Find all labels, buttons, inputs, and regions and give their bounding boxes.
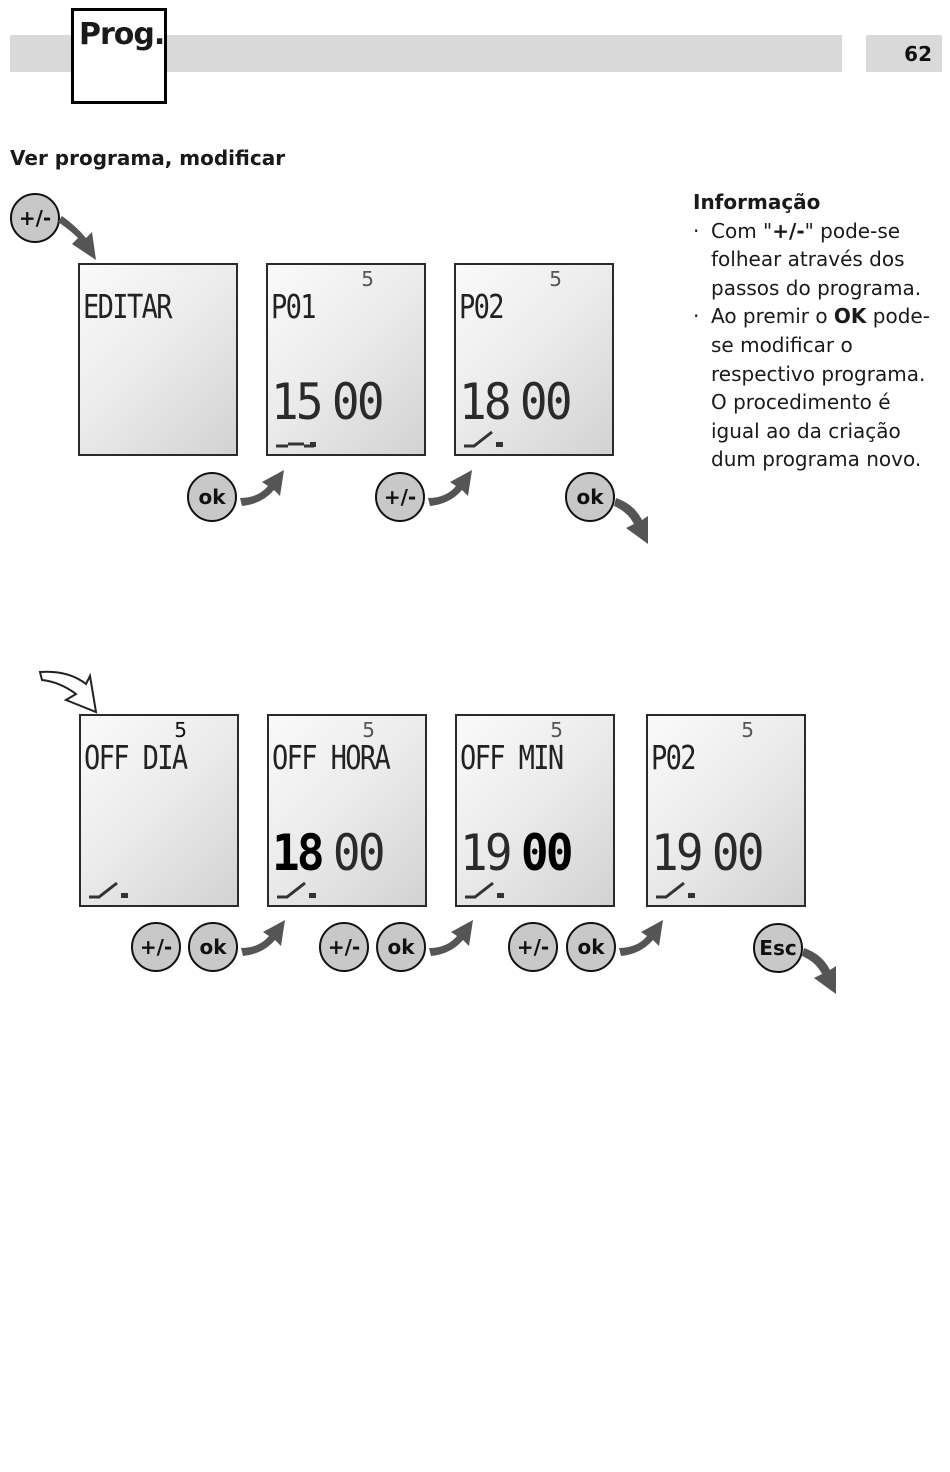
info-item-browse-pre: Com " [711,218,773,243]
lcd-top-text: OFF HORA [272,738,390,777]
arrow-down-right-icon [610,498,655,548]
ok-button[interactable]: ok [188,922,238,972]
switch-on-icon [275,881,317,901]
switch-on-icon [654,881,696,901]
esc-button[interactable]: Esc [753,923,803,973]
lcd-top-text: OFF MIN [460,738,563,777]
info-item-modify-key: OK [833,304,867,329]
lcd-top-text: OFF DIA [84,738,187,777]
lcd-time [271,373,382,431]
switch-on-icon [462,430,504,450]
page-number: 62 [904,42,932,66]
lcd-hours: 19 [651,824,701,882]
switch-off-icon [274,430,316,450]
lcd-screen-p02-final [646,714,806,907]
lcd-hours: 18 [272,824,322,882]
lcd-top-text: P02 [651,738,695,777]
lcd-time [651,824,762,882]
arrow-up-right-icon [237,918,289,958]
lcd-hours: 18 [459,373,509,431]
ok-button[interactable]: ok [376,922,426,972]
lcd-hours: 15 [271,373,321,431]
lcd-screen-p01 [266,263,426,456]
arrow-up-right-icon [236,468,288,508]
prog-tab-label: Prog. [79,17,165,52]
lcd-day: 5 [741,718,754,742]
switch-on-icon [463,881,505,901]
info-item-browse-key: +/- [772,218,805,243]
lcd-minutes: 00 [332,824,383,882]
section-title: Ver programa, modificar [10,146,286,170]
plus-minus-button[interactable]: +/- [375,472,425,522]
prog-tab [71,8,167,104]
arrow-down-right-icon [798,948,843,998]
lcd-screen-off-hora [267,714,427,907]
ok-button[interactable]: ok [566,922,616,972]
lcd-screen-off-dia [79,714,239,907]
arrow-up-right-icon [424,468,476,508]
lcd-day: 5 [174,718,187,742]
info-item-modify-post: pode-se modificar o respectivo programa. [711,304,930,386]
arrow-down-right-icon [52,212,102,267]
lcd-time [460,824,571,882]
lcd-minutes: 00 [520,824,571,882]
plus-minus-button[interactable]: +/- [319,922,369,972]
plus-minus-button[interactable]: +/- [131,922,181,972]
info-item-browse: · Com "+/-" pode-se folhear através dos passos do programa. [693,218,922,300]
lcd-day: 5 [362,718,375,742]
lcd-top-text: P01 [271,287,315,326]
arrow-up-right-icon [615,918,667,958]
lcd-screen-editar [78,263,238,456]
info-item-modify-extra: O procedimento é igual ao da criação dum programa novo. [711,390,922,472]
info-panel [693,188,943,474]
switch-on-icon [87,881,129,901]
lcd-time [272,824,383,882]
lcd-top-text: EDITAR [83,287,171,326]
lcd-day: 5 [549,267,562,291]
lcd-screen-off-min [455,714,615,907]
page-number-box [866,35,942,72]
info-item-modify-pre: Ao premir o [711,304,834,329]
info-item-modify: · Ao premir o OK pode-se modificar o respectivo programa. O procedimento é igual ao da criação dum programa novo. [693,304,930,472]
lcd-screen-p02 [454,263,614,456]
lcd-minutes: 00 [331,373,382,431]
arrow-up-right-icon [425,918,477,958]
info-title: Informação [693,190,821,214]
lcd-minutes: 00 [519,373,570,431]
plus-minus-button[interactable]: +/- [508,922,558,972]
ok-button[interactable]: ok [565,472,615,522]
hollow-arrow-icon [38,664,100,716]
lcd-time [459,373,570,431]
info-item-browse-post: " pode-se folhear através dos passos do programa. [711,218,922,300]
plus-minus-button[interactable]: +/- [10,193,60,243]
ok-button[interactable]: ok [187,472,237,522]
lcd-minutes: 00 [711,824,762,882]
lcd-day: 5 [550,718,563,742]
lcd-day: 5 [361,267,374,291]
lcd-top-text: P02 [459,287,503,326]
lcd-hours: 19 [460,824,510,882]
